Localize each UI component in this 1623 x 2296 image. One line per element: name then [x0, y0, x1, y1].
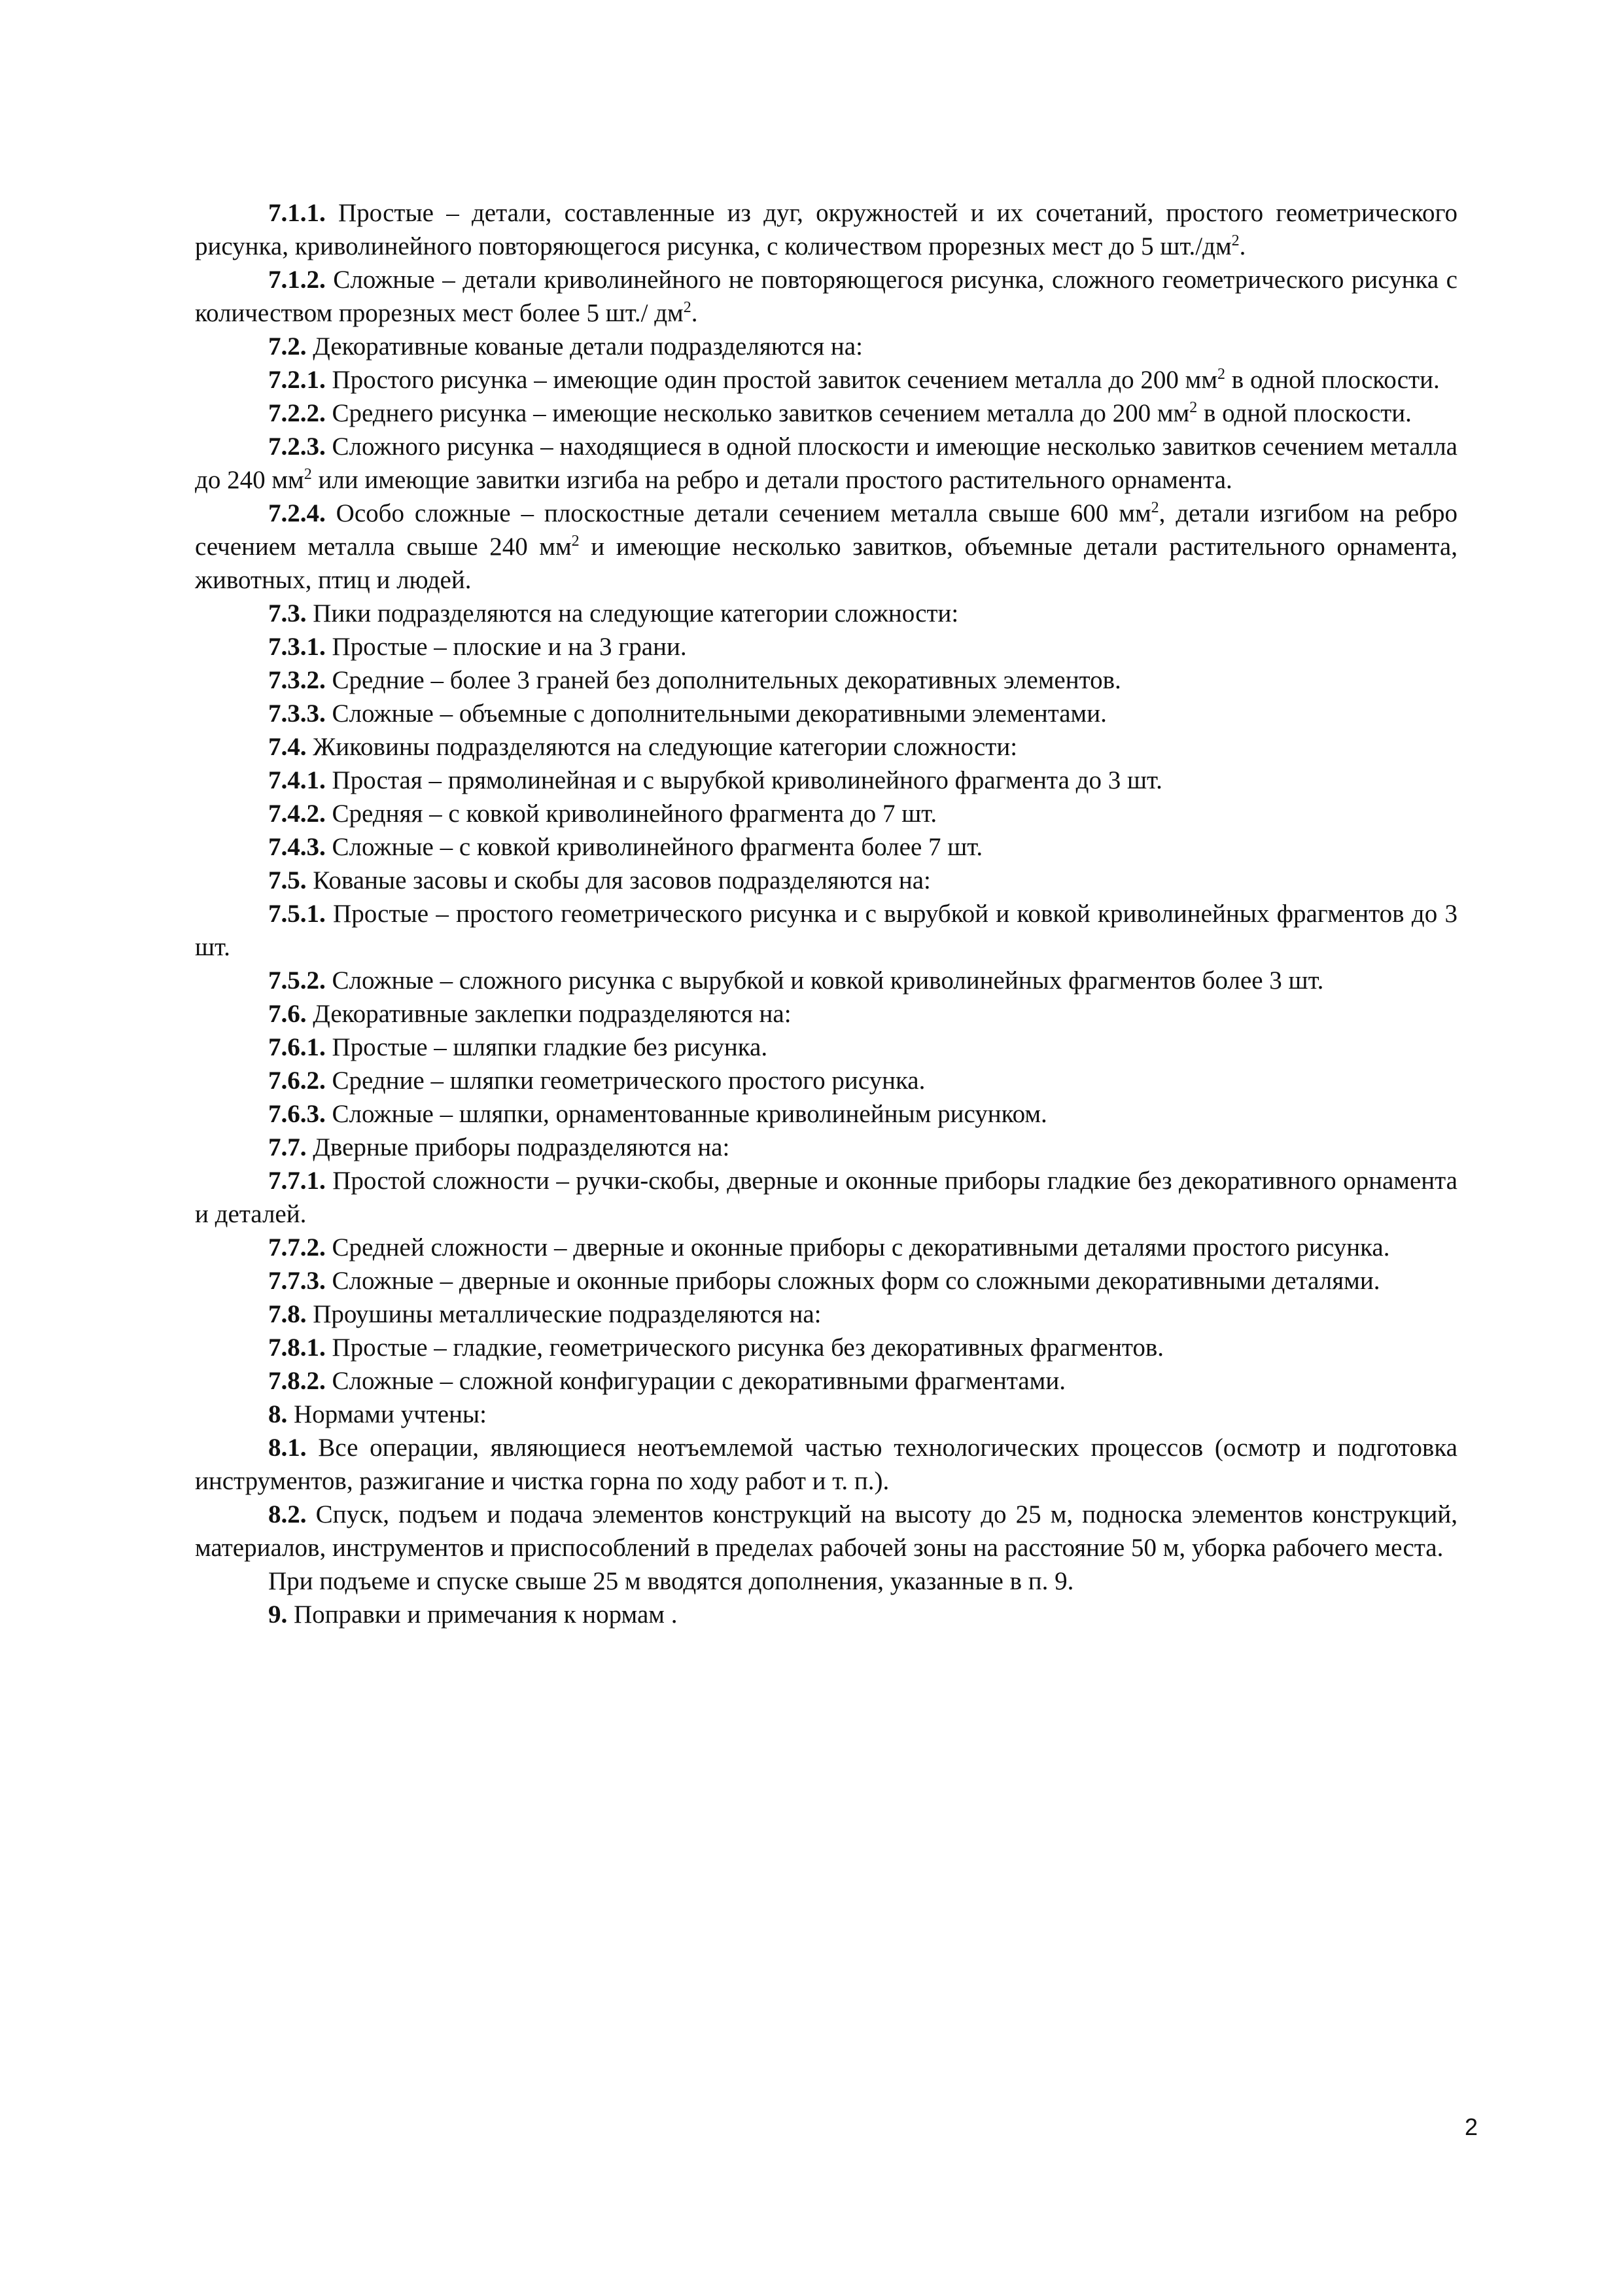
clause-number: 7.4.3. — [268, 833, 326, 861]
clause-number: 7.6.2. — [268, 1067, 326, 1095]
paragraph — [195, 897, 1457, 964]
superscript: 2 — [1217, 366, 1226, 383]
clause-number: 7.7. — [268, 1133, 307, 1161]
paragraph — [195, 997, 1457, 1031]
clause-text: , детали изгибом на ребро сечением металла свыше 240 мм — [195, 499, 1458, 561]
clause-number: 7.5.2. — [268, 966, 326, 995]
superscript: 2 — [1189, 399, 1198, 416]
clause-text: Пики подразделяются на следующие категории сложности: — [306, 599, 959, 627]
clause-text: Сложные – сложной конфигурации с декоративными фрагментами. — [325, 1367, 1066, 1395]
paragraph — [195, 830, 1457, 864]
paragraph — [195, 1064, 1457, 1097]
paragraph — [195, 1164, 1457, 1231]
paragraph — [195, 764, 1457, 797]
paragraph — [195, 196, 1457, 263]
clause-text: Сложные – сложного рисунка с вырубкой и ковкой криволинейных фрагментов более 3 шт. — [325, 966, 1324, 995]
paragraph — [195, 663, 1457, 697]
paragraph — [195, 797, 1457, 830]
clause-text: Все операции, являющиеся неотъемлемой частью технологических процессов (осмотр и подготовка инструментов, разжигание и чистка горна по ходу работ и т. п.). — [195, 1434, 1457, 1495]
clause-text: Сложные – шляпки, орнаментованные криволинейным рисунком. — [325, 1100, 1047, 1128]
paragraph — [195, 330, 1457, 363]
paragraph — [195, 1031, 1457, 1064]
paragraph — [195, 1598, 1457, 1631]
clause-number: 7.3.2. — [268, 666, 326, 694]
clause-number: 9. — [268, 1600, 288, 1629]
clause-number: 7.6.1. — [268, 1033, 326, 1061]
clause-number: 7.2.3. — [268, 433, 326, 461]
paragraph — [195, 397, 1457, 430]
clause-number: 7.1.2. — [268, 266, 326, 294]
clause-text: Декоративные кованые детали подразделяются на: — [306, 332, 863, 361]
paragraph — [195, 1131, 1457, 1164]
clause-text: и имеющие несколько завитков, объемные детали растительного орнамента, животных, птиц и людей. — [195, 533, 1457, 594]
clause-text: . — [691, 299, 698, 327]
clause-number: 7.2.2. — [268, 399, 326, 427]
clause-text: Поправки и примечания к нормам . — [287, 1600, 678, 1629]
clause-text: . — [1239, 232, 1246, 260]
clause-number: 7.7.3. — [268, 1267, 326, 1295]
clause-text: Простая – прямолинейная и с вырубкой криволинейного фрагмента до 3 шт. — [325, 766, 1162, 794]
paragraph — [195, 730, 1457, 764]
clause-number: 7.3. — [268, 599, 307, 627]
clause-text: Простого рисунка – имеющие один простой завиток сечением металла до 200 мм — [325, 366, 1218, 394]
clause-number: 7.4.2. — [268, 800, 326, 828]
paragraph — [195, 1264, 1457, 1298]
paragraph — [195, 430, 1457, 497]
clause-number: 8.1. — [268, 1434, 307, 1462]
clause-text: Среднего рисунка – имеющие несколько завитков сечением металла до 200 мм — [325, 399, 1190, 427]
paragraph — [195, 497, 1457, 597]
clause-text: Декоративные заклепки подразделяются на: — [306, 1000, 792, 1028]
clause-number: 7.5.1. — [268, 900, 326, 928]
paragraph — [195, 964, 1457, 997]
clause-text: Проушины металлические подразделяются на: — [306, 1300, 822, 1328]
clause-text: Средние – шляпки геометрического простого рисунка. — [325, 1067, 926, 1095]
clause-text: Сложные – дверные и оконные приборы сложных форм со сложными декоративными деталями. — [325, 1267, 1380, 1295]
clause-text: Средние – более 3 граней без дополнительных декоративных элементов. — [325, 666, 1121, 694]
clause-number: 7.4.1. — [268, 766, 326, 794]
clause-text: Особо сложные – плоскостные детали сечением металла свыше 600 мм — [325, 499, 1151, 527]
clause-text: Сложные – детали криволинейного не повторяющегося рисунка, сложного геометрического рисунка с количеством прорезных мест более 5 шт./ дм — [195, 266, 1457, 327]
paragraph — [195, 263, 1457, 330]
page-number: 2 — [1465, 2113, 1478, 2140]
clause-number: 8. — [268, 1400, 288, 1428]
clause-number: 7.5. — [268, 866, 307, 894]
clause-text: Нормами учтены: — [287, 1400, 487, 1428]
clause-text: или имеющие завитки изгиба на ребро и детали простого растительного орнамента. — [311, 466, 1232, 494]
paragraph — [195, 697, 1457, 730]
paragraph — [195, 1564, 1457, 1598]
clause-number: 7.2.1. — [268, 366, 326, 394]
superscript: 2 — [1151, 499, 1159, 516]
clause-number: 7.8.1. — [268, 1333, 326, 1362]
paragraph — [195, 1398, 1457, 1431]
clause-number: 7.7.2. — [268, 1233, 326, 1262]
clause-text: Сложные – объемные с дополнительными декоративными элементами. — [325, 699, 1107, 728]
clause-text: Простой сложности – ручки-скобы, дверные и оконные приборы гладкие без декоративного орнамента и деталей. — [195, 1167, 1457, 1228]
paragraph — [195, 1364, 1457, 1398]
paragraph — [195, 1097, 1457, 1131]
clause-text: Простые – плоские и на 3 грани. — [325, 633, 687, 661]
clause-text: Простые – детали, составленные из дуг, окружностей и их сочетаний, простого геометрического рисунка, криволинейного повторяющегося рисунка, с количеством прорезных мест до 5 шт./дм — [195, 199, 1457, 260]
clause-number: 7.6. — [268, 1000, 307, 1028]
paragraph — [195, 1331, 1457, 1364]
clause-number: 7.3.1. — [268, 633, 326, 661]
paragraph — [195, 1431, 1457, 1498]
superscript: 2 — [683, 299, 691, 316]
clause-number: 7.8.2. — [268, 1367, 326, 1395]
clause-number: 7.4. — [268, 733, 307, 761]
clause-text: в одной плоскости. — [1225, 366, 1440, 394]
clause-number: 7.8. — [268, 1300, 307, 1328]
clause-text: При подъеме и спуске свыше 25 м вводятся дополнения, указанные в п. 9. — [268, 1567, 1074, 1595]
clause-text: Сложного рисунка – находящиеся в одной плоскости и имеющие несколько завитков сечением металла до 240 мм — [195, 433, 1457, 494]
paragraph — [195, 363, 1457, 397]
clause-text: Средняя – с ковкой криволинейного фрагмента до 7 шт. — [325, 800, 937, 828]
paragraph — [195, 630, 1457, 663]
superscript: 2 — [571, 533, 580, 550]
clause-number: 8.2. — [268, 1500, 307, 1528]
paragraph — [195, 1231, 1457, 1264]
clause-text: Простые – шляпки гладкие без рисунка. — [325, 1033, 768, 1061]
clause-number: 7.7.1. — [268, 1167, 326, 1195]
clause-text: в одной плоскости. — [1197, 399, 1412, 427]
clause-text: Средней сложности – дверные и оконные приборы с декоративными деталями простого рисунка. — [325, 1233, 1390, 1262]
paragraph — [195, 1498, 1457, 1564]
clause-number: 7.1.1. — [268, 199, 326, 227]
clause-number: 7.2.4. — [268, 499, 326, 527]
clause-text: Спуск, подъем и подача элементов конструкций на высоту до 25 м, подноска элементов конструкций, материалов, инструментов и приспособлений в пределах рабочей зоны на расстояние 50 м, уборка рабочего места. — [195, 1500, 1457, 1562]
clause-text: Простые – гладкие, геометрического рисунка без декоративных фрагментов. — [325, 1333, 1164, 1362]
superscript: 2 — [304, 466, 312, 483]
clause-number: 7.6.3. — [268, 1100, 326, 1128]
paragraph — [195, 597, 1457, 630]
document-body — [195, 196, 1457, 1631]
clause-number: 7.2. — [268, 332, 307, 361]
clause-text: Кованые засовы и скобы для засовов подразделяются на: — [306, 866, 931, 894]
paragraph — [195, 864, 1457, 897]
paragraph — [195, 1298, 1457, 1331]
superscript: 2 — [1231, 232, 1240, 249]
clause-text: Простые – простого геометрического рисунка и с вырубкой и ковкой криволинейных фрагментов до 3 шт. — [195, 900, 1457, 961]
clause-text: Сложные – с ковкой криволинейного фрагмента более 7 шт. — [325, 833, 983, 861]
clause-text: Дверные приборы подразделяются на: — [306, 1133, 730, 1161]
clause-number: 7.3.3. — [268, 699, 326, 728]
clause-text: Жиковины подразделяются на следующие категории сложности: — [306, 733, 1018, 761]
